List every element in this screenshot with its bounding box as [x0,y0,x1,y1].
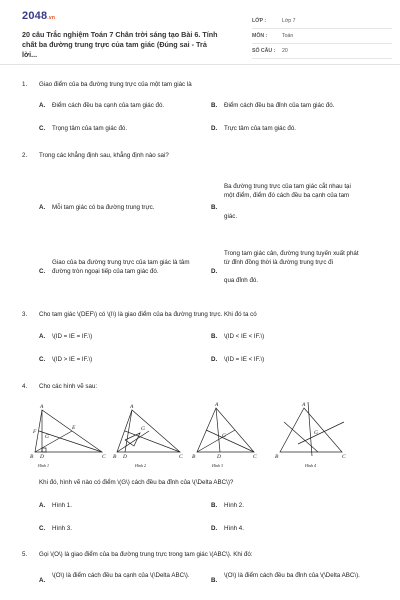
option-c[interactable]: C. \(ID > IE = IF.\) [39,356,93,363]
meta-count-row: SỐ CÂU : 20 [252,44,392,59]
question-number: 1. [22,81,28,88]
figure-label: Hình 2 [135,463,146,468]
question-text: Trong các khẳng định sau, khẳng định nào sai? [39,152,169,159]
question-text: Gọi \(O\) là giao điểm của ba đường trung trực trong tam giác \(ABC\). Khi đó: [39,551,253,558]
point-label: C [253,454,257,460]
question-1 [22,80,382,135]
option-d[interactable]: D. Trong tam giác cân, đường trung tuyến xuất phát từ đỉnh đồng thời là đường trung trực đi qua đỉnh đó. [211,250,359,284]
point-label: B [192,454,196,460]
point-label: A [130,404,134,410]
option-b[interactable]: B. Hình 2. [211,502,244,509]
point-label: C [342,454,346,460]
figure-1 [30,404,106,468]
option-b[interactable]: B. Điểm cách đều ba đỉnh của tam giác đó. [211,102,335,109]
point-label: B [30,454,34,460]
meta-panel [252,14,392,59]
option-a[interactable]: A. \(ID = IE = IF.\) [39,333,93,340]
option-c[interactable]: C. Giao của ba đường trung trực của tam giác là tâm đường tròn ngoại tiếp của tam giác đó. [39,259,190,275]
question-text: Cho các hình vẽ sau: [39,383,98,390]
figure-3 [192,402,257,468]
point-label: F [33,429,37,435]
figure-2 [113,404,183,468]
question-5: 5. Gọi \(O\) là giao điểm của ba đường trung trực trong tam giác \(ABC\). Khi đó: A. \(O\) là điểm cách đều ba cạnh của \(\Delta ABC\). B. \(O\) là điểm cách đều ba đỉnh của \(\Delta ABC\). [22,550,382,589]
point-label: G [141,426,145,432]
meta-subject-row: MÔN : Toán [252,29,392,44]
question-4-followup [22,478,382,533]
question-text: Cho tam giác \(DEF\) có \(I\) là giao điểm của ba đường trung trực. Khi đó ta có [39,311,257,318]
site-logo[interactable]: 2048.vn [22,10,56,22]
page-header [0,0,400,64]
option-a[interactable]: A. Hình 1. [39,502,72,509]
point-label: D [123,454,127,460]
figure-label: Hình 4 [305,463,316,468]
option-b[interactable]: B. \(O\) là điểm cách đều ba đỉnh của \(\Delta ABC\). [211,572,360,584]
option-d[interactable]: D. Hình 4. [211,525,244,532]
figure-4 [275,402,346,468]
triangle-figures [22,400,382,470]
point-label: C [102,454,106,460]
point-label: A [302,402,306,408]
option-a[interactable]: A. \(O\) là điểm cách đều ba cạnh của \(\Delta ABC\). [39,572,190,584]
question-4: 4. Cho các hình vẽ sau: [22,383,98,390]
point-label: C [179,454,183,460]
point-label: A [215,402,219,408]
figure-label: Hình 1 [38,463,49,468]
point-label: B [113,454,117,460]
question-text: Giao điểm của ba đường trung trực của một tam giác là [39,81,192,88]
point-label: B [275,454,279,460]
point-label: D [217,454,221,460]
point-label: G [222,433,226,439]
option-d[interactable]: D. Trực tâm của tam giác đó. [211,125,296,132]
point-label: G [314,430,318,436]
question-2: 2. Trong các khẳng định sau, khẳng định nào sai? A. Mỗi tam giác có ba đường trung trực. B. Ba đường trung trực của tam giác cắt nhau tại một điểm, điểm đó cách đều ba cạnh của tam giác. C. Giao của ba đường trung trực của tam giác là tâm đường tròn ngoại tiếp của tam giác đó. D. Trong tam giác cân, đường trung tuyến xuất phát từ đỉnh đồng thời là đường trung trực đi qua đỉnh đó. [22,151,382,302]
option-c[interactable]: C. Hình 3. [39,525,72,532]
question-3: 3. Cho tam giác \(DEF\) có \(I\) là giao điểm của ba đường trung trực. Khi đó ta có A. \(ID = IE = IF.\) B. \(ID < IE < IF.\) C. \(ID > IE = IF.\) D. \(ID = IE < IF.\) [22,310,382,365]
option-a[interactable]: A. Điểm cách đều ba cạnh của tam giác đó. [39,102,165,109]
point-label: E [72,425,76,431]
point-label: A [40,404,44,410]
header-divider [0,64,400,65]
option-a[interactable]: A. Mỗi tam giác có ba đường trung trực. [39,204,155,211]
meta-class-row: LỚP : Lớp 7 [252,14,392,29]
option-b[interactable]: B. Ba đường trung trực của tam giác cắt nhau tại một điểm, điểm đó cách đều ba cạnh của tam giác. [211,183,351,220]
option-b[interactable]: B. \(ID < IE < IF.\) [211,333,265,340]
point-label: D [40,454,44,460]
page-title: 20 câu Trắc nghiệm Toán 7 Chân trời sáng tạo Bài 6. Tính chất ba đường trung trực của tam giác (Đúng sai - Trả lời... [22,30,218,59]
figure-label: Hình 3 [212,463,223,468]
option-c[interactable]: C. Trọng tâm của tam giác đó. [39,125,128,132]
question-text: Khi đó, hình vẽ nào có điểm \(G\) cách đều ba đỉnh của \(\Delta ABC\)? [39,479,234,486]
option-d[interactable]: D. \(ID = IE < IF.\) [211,356,265,363]
point-label: G [45,434,49,440]
